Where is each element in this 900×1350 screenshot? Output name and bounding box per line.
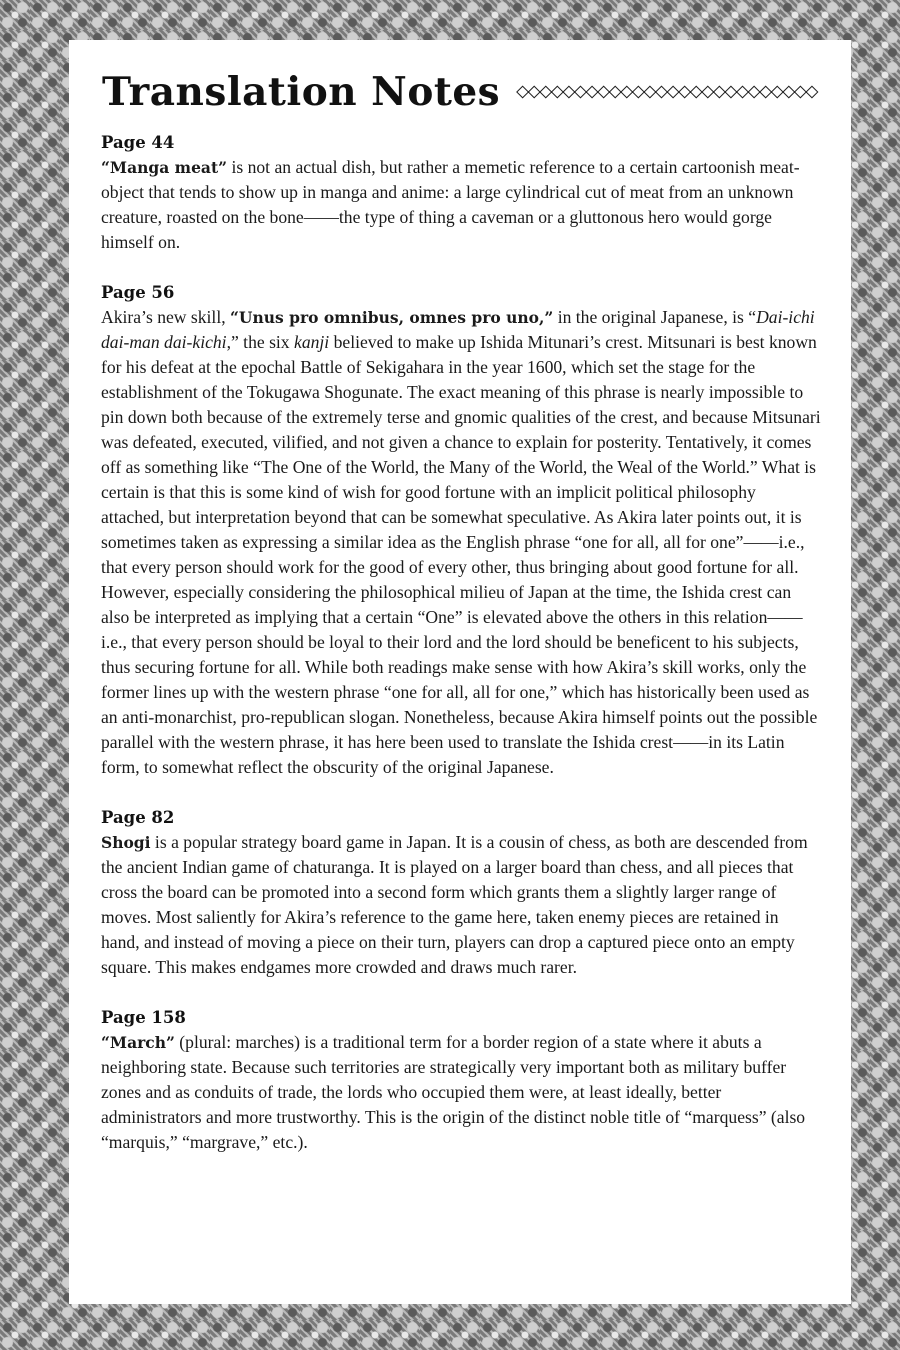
note-term: “Unus pro omnibus, omnes pro uno,” xyxy=(230,308,554,327)
note-term: “Manga meat” xyxy=(101,158,228,177)
note-term: “March” xyxy=(101,1033,175,1052)
note-text: in the original Japanese, is “ xyxy=(553,307,757,327)
note-text: is not an actual dish, but rather a memetic reference to a certain cartoonish meat-object that tends to show up in manga and anime: a large cylindrical cut of meat from an unknown creature, roasted on the bone——the type of thing a caveman or a gluttonous hero would gorge himself on. xyxy=(101,157,800,252)
note-heading: Page 82 xyxy=(101,808,175,827)
note-text: believed to make up Ishida Mitunari’s crest. Mitsunari is best known for his defeat at the epochal Battle of Sekigahara in the year 1600, which set the stage for the establishment of the Tokugawa Shogunate. The exact meaning of this phrase is nearly impossible to pin down both because of the extremely terse and gnomic qualities of the crest, and because Mitsunari was defeated, executed, vilified, and not given a chance to explain for posterity. Tentatively, it comes off as something like “The One of the World, the Many of the World, the Weal of the World.” What is certain is that this is some kind of wish for good fortune with an implicit political philosophy attached, but interpretation beyond that can be somewhat speculative. As Akira later points out, it is sometimes taken as expressing a similar idea as the English phrase “one for all, all for one”——i.e., that every person should work for the good of every other, thus bringing about good fortune for all. However, especially considering the philosophical milieu of Japan at the time, the Ishida crest can also be interpreted as implying that a certain “One” is elevated above the others in this relation——i.e., that every person should be loyal to their lord and the lord should be beneficent to his subjects, thus securing fortune for all. While both readings make sense with how Akira’s skill works, only the former lines up with the western phrase “one for all, all for one,” which has historically been used as an anti-monarchist, pro-republican slogan. Nonetheless, because Akira himself points out the possible parallel with the western phrase, it has here been used to translate the Ishida crest——in its Latin form, to somewhat reflect the obscurity of the original Japanese. xyxy=(101,332,821,777)
note-page-158 xyxy=(101,1005,821,1155)
note-page-56 xyxy=(101,280,821,780)
note-heading: Page 158 xyxy=(101,1008,186,1027)
note-body xyxy=(101,155,821,255)
note-term: Shogi xyxy=(101,833,151,852)
note-body xyxy=(101,830,821,980)
page-title: Translation Notes xyxy=(102,69,501,115)
italic-text: Dai-ichi dai-man dai-kichi xyxy=(101,307,815,352)
note-body xyxy=(101,1030,821,1155)
note-text: ,” the six xyxy=(226,332,295,352)
notes-panel xyxy=(69,40,851,1304)
note-text: (plural: marches) is a traditional term for a border region of a state where it abuts a neighboring state. Because such territories are strategically very important both as military buffer zones and as conduits of trade, the lords who occupied them were, at least ideally, better administrators and more trustworthy. This is the origin of the distinct noble title of “marquess” (also “marquis,” “margrave,” etc.). xyxy=(101,1032,806,1152)
title-row xyxy=(102,60,822,124)
note-page-44 xyxy=(101,130,821,255)
note-text: Akira’s new skill, xyxy=(101,307,231,327)
notes-content xyxy=(101,130,821,1180)
italic-text: kanji xyxy=(294,332,330,352)
note-text: is a popular strategy board game in Japan. It is a cousin of chess, as both are descended from the ancient Indian game of chaturanga. It is played on a larger board than chess, and all pieces that cross the board can be promoted into a second form which grants them a slightly larger range of moves. Most saliently for Akira’s reference to the game here, taken enemy pieces are retained in hand, and instead of moving a piece on their turn, players can drop a captured piece onto an empty square. This makes endgames more crowded and draws much rarer. xyxy=(101,832,808,977)
diamond-chain-ornament-icon xyxy=(516,81,822,103)
note-heading: Page 56 xyxy=(101,283,175,302)
note-heading: Page 44 xyxy=(101,133,175,152)
note-page-82 xyxy=(101,805,821,980)
note-body xyxy=(101,305,821,780)
